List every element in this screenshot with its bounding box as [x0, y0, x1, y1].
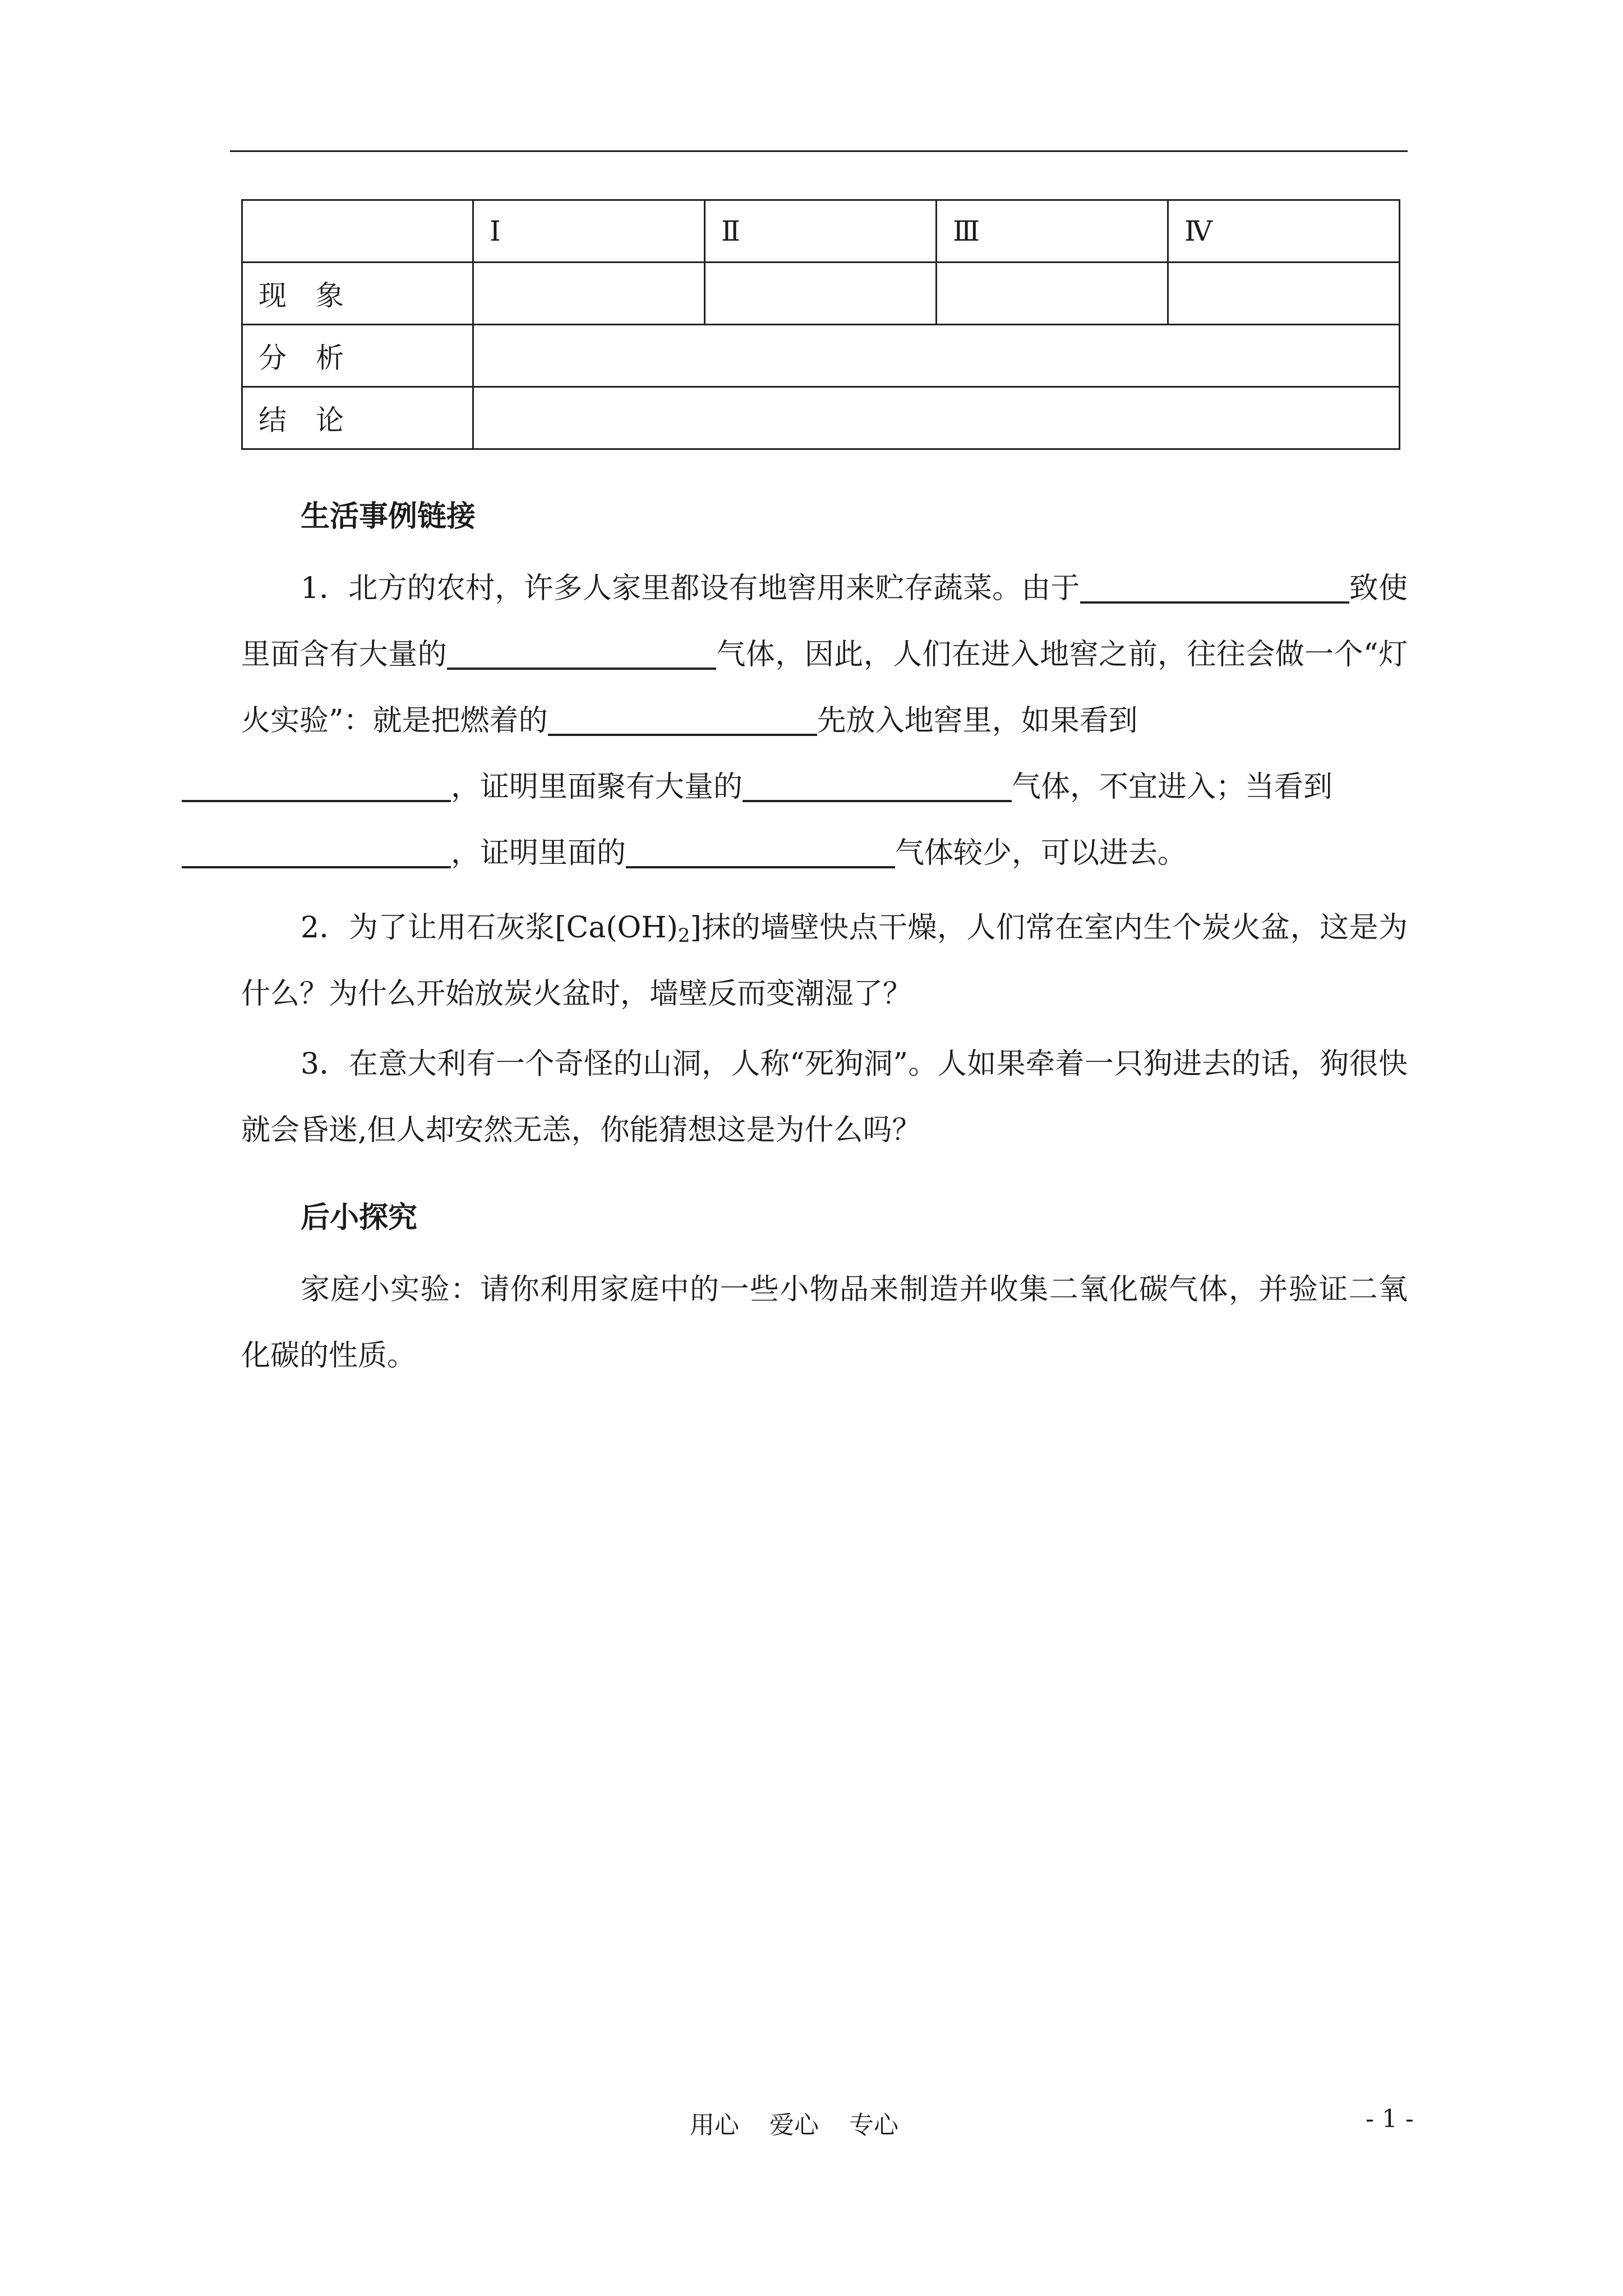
fill-blank[interactable]	[548, 705, 817, 736]
table-header-row	[242, 200, 1400, 263]
q1-text: 气体，因此，人们在进入地窖之前，往往会做一个“灯火实验”：就是把燃着的	[241, 638, 1408, 738]
row-label-analysis: 分析	[242, 325, 473, 387]
q1-text: 1．北方的农村，许多人家里都设有地窖用来贮存蔬菜。由于	[301, 572, 1080, 605]
table-cell[interactable]	[1168, 263, 1400, 325]
row-label-phenomenon: 现象	[242, 263, 473, 325]
question-2	[241, 895, 1408, 1027]
fill-blank[interactable]	[626, 837, 895, 868]
q1-text: 气体较少，可以进去。	[895, 836, 1187, 870]
question-1	[241, 555, 1408, 886]
fill-blank[interactable]	[743, 771, 1012, 802]
header-rule	[230, 150, 1408, 152]
table-header-iv: Ⅳ	[1168, 200, 1400, 263]
q1-text: ，证明里面的	[451, 836, 626, 870]
footer-slogan: 用心 爱心 专心	[690, 2111, 898, 2139]
q2-text: ]抹的墙壁快点干燥，人们常在室内生个炭火盆，这是为什么？为什么开始放炭火盆时，墙壁反而变潮湿了？	[241, 911, 1408, 1011]
fill-blank[interactable]	[1080, 572, 1349, 604]
table-cell[interactable]	[937, 263, 1168, 325]
table-header-iii: Ⅲ	[937, 200, 1168, 263]
page-number: - 1 -	[1366, 2105, 1414, 2133]
section-title-life-examples: 生活事例链接	[301, 500, 476, 533]
q1-text: 先放入地窖里，如果看到	[817, 704, 1138, 738]
q1-text: 致使里面含有大量的	[241, 572, 1408, 671]
fill-blank[interactable]	[447, 638, 716, 670]
q1-text: 气体，不宜进入；当看到	[1012, 770, 1333, 804]
table-row-phenomenon	[242, 263, 1400, 325]
q2-text: 2．为了让用石灰浆[Ca(OH)	[301, 911, 678, 945]
table-row-conclusion	[242, 387, 1400, 449]
table-row-analysis	[242, 325, 1400, 387]
question-3: 3．在意大利有一个奇怪的山洞，人称“死狗洞”。人如果牵着一只狗进去的话，狗很快就会昏迷,但人却安然无恙，你能猜想这是为什么吗？	[241, 1047, 1408, 1147]
observation-table	[241, 199, 1400, 450]
fill-blank[interactable]	[182, 771, 451, 802]
table-cell-analysis[interactable]	[473, 325, 1400, 387]
table-cell-conclusion[interactable]	[473, 387, 1400, 449]
table-header-ii: Ⅱ	[705, 200, 937, 263]
row-label-conclusion: 结论	[242, 387, 473, 449]
table-cell[interactable]	[705, 263, 937, 325]
table-header-i: Ⅰ	[473, 200, 705, 263]
q1-text: ，证明里面聚有大量的	[451, 770, 743, 804]
table-cell[interactable]	[473, 263, 705, 325]
section-title-inquiry: 后小探究	[301, 1201, 418, 1235]
fill-blank[interactable]	[182, 837, 451, 868]
table-header-empty	[242, 200, 473, 263]
home-experiment-text: 家庭小实验：请你利用家庭中的一些小物品来制造并收集二氧化碳气体，并验证二氧化碳的性质。	[241, 1273, 1408, 1373]
q2-subscript: 2	[677, 924, 690, 947]
